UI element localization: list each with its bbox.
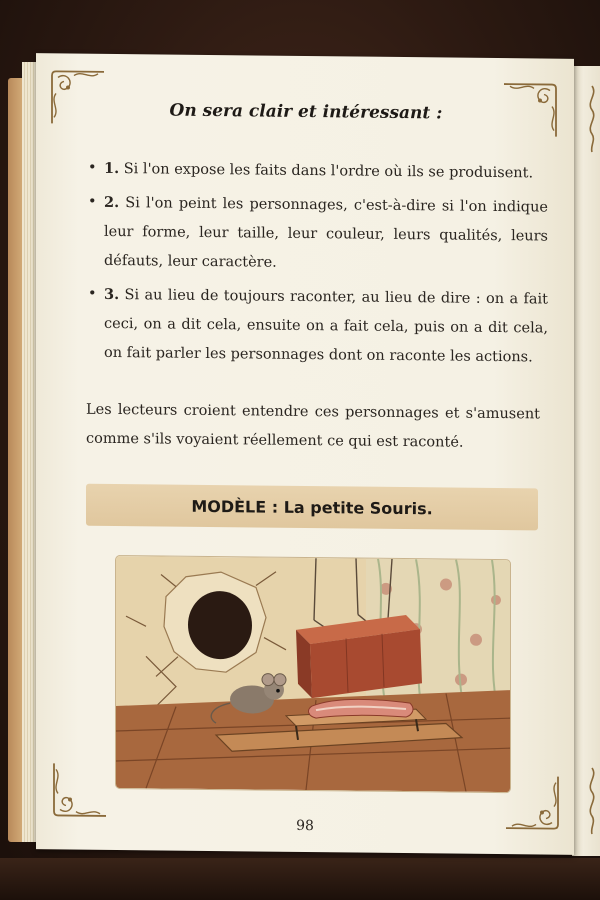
item-text: Si l'on peint les personnages, c'est-à-dire si l'on indique leur forme, leur taille, leur couleur, leurs qualités, leurs défauts, leur caractère. bbox=[104, 195, 548, 271]
bullet-icon: • bbox=[88, 285, 97, 302]
item-number: 2. bbox=[104, 193, 120, 212]
model-title-banner bbox=[86, 484, 538, 531]
model-title: MODÈLE : La petite Souris. bbox=[191, 496, 433, 518]
mouse-trap-illustration bbox=[116, 556, 510, 792]
list-item bbox=[88, 154, 548, 189]
next-page-edge bbox=[572, 66, 600, 856]
item-text: Si au lieu de toujours raconter, au lieu de dire : on a fait ceci, on a dit cela, ensuite on a fait cela, puis on a dit cela, on fait parler les personnages dont on raconte les actions. bbox=[104, 287, 548, 366]
illustration-svg bbox=[116, 556, 510, 792]
table-edge bbox=[0, 858, 600, 900]
list-item bbox=[88, 280, 548, 373]
book-page bbox=[36, 53, 574, 855]
bullet-icon: • bbox=[88, 193, 97, 210]
page-number: 98 bbox=[296, 817, 314, 835]
item-number: 3. bbox=[104, 285, 120, 304]
section-heading: On sera clair et intéressant : bbox=[169, 100, 443, 124]
body-paragraph: Les lecteurs croient entendre ces personnages et s'amusent comme s'ils voyaient réellement ce qui est raconté. bbox=[86, 401, 540, 451]
ornament-icon bbox=[584, 84, 600, 154]
corner-ornament-icon bbox=[50, 759, 110, 820]
list-item bbox=[88, 188, 548, 281]
item-text: Si l'on expose les faits dans l'ordre où ils se produisent. bbox=[119, 161, 534, 182]
item-number: 1. bbox=[104, 159, 120, 178]
bullet-icon: • bbox=[88, 159, 97, 176]
bullet-list bbox=[88, 154, 548, 377]
ornament-icon bbox=[584, 766, 600, 836]
